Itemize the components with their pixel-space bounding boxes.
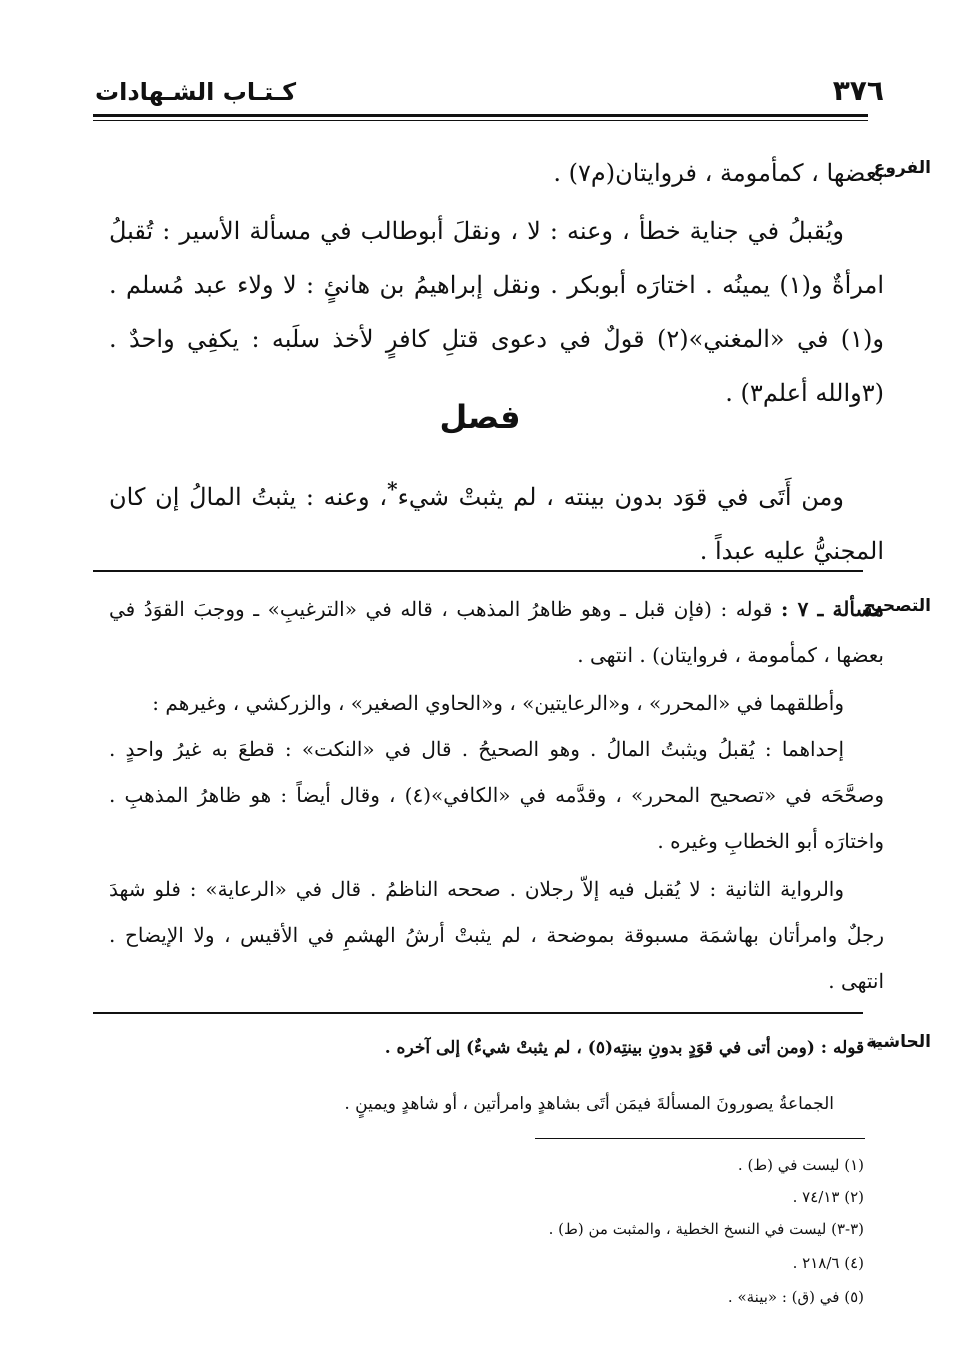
section-label-hashiya: الحاشية	[866, 1032, 931, 1052]
footnote-1: (١) ليست في (ط) .	[737, 1156, 864, 1174]
tashih-paragraph-3: إحداهما : يُقبلُ ويثبتُ المالُ . وهو الصحيحُ . قال في «النكت» : قطعَ به غيرُ واحدٍ . وصحَّحَه في «تصحيح المحرر» ، وقدَّمه في «الكافي»(٤) ، وقال أيضاً : هو ظاهرُ المذهبِ . واختارَه أبو الخطابِ وغيره .	[109, 737, 884, 853]
furu-first-line: بعضها ، كمأمومة ، فروايتان(م٧) .	[553, 159, 884, 187]
section-label-furu: الفروع	[873, 158, 931, 178]
footnote-rule	[535, 1138, 865, 1139]
page-number: ٣٧٦	[832, 74, 884, 107]
hashiya-line-2: الجماعةُ يصورونَ المسألةَ فيمَن أتَى بشاهدٍ وامرأتين ، أو شاهدٍ ويمينٍ .	[344, 1094, 834, 1114]
footnote-3: (٣-٣) ليست في النسخ الخطية ، والمثبت من (ط) .	[548, 1220, 864, 1238]
fasl-text-b: ، وعنه : يثبتُ المالُ إن كان المجنيُّ عليه عبداً .	[109, 483, 884, 565]
hashiya-marker: *	[387, 477, 398, 501]
header-rule-thin	[93, 120, 868, 121]
book-title: كـتـاب الشـهادات	[95, 78, 297, 106]
hashiya-line-1: * قوله : (ومن أتى في قوَدٍ بدونِ بينتِه(٥) ، لم يثبتْ شيءٌ) إلى آخره .	[384, 1038, 879, 1058]
section-heading-fasl: فصل	[439, 398, 521, 436]
footnote-4: (٤) ٢١٨/٦ .	[792, 1254, 864, 1272]
furu-paragraph: ويُقبلُ في جناية خطأ ، وعنه : لا ، ونقلَ أبوطالب في مسألة الأسير : تُقبلُ امرأةٌ و(١) يمينُه . اختارَه أبوبكر . ونقل إبراهيمُ بن هانئٍ : لا ولاء عبد مُسلم . و(١) في «المغني»(٢) قولٌ في دعوى قتلِ كافرٍ لأخذ سلَبه : يكفِي واحدٌ . (٣والله أعلم٣) .	[109, 217, 884, 407]
fasl-paragraph	[109, 462, 884, 578]
masala-text: قوله : (فإن قبل ـ وهو ظاهرُ المذهب ، قاله في «الترغيبِ» ـ ووجبَ القوَدُ في بعضها ، كمأمومة ، فروايتان) . انتهى .	[109, 597, 884, 667]
divider-hashiya	[93, 1012, 863, 1014]
tashih-paragraph-4: والرواية الثانية : لا يُقبل فيه إلاّ رجلان . صححه الناظمُ . قال في «الرعاية» : فلو شهدَ رجلٌ وامرأتان بهاشمَة مسبوقة بموضحة ، لم يثبتْ أرشُ الهشمِ في الأقيس ، ولا الإيضاح . انتهى .	[109, 877, 884, 993]
tashih-paragraph-2: وأطلقهما في «المحرر» ، و«الرعايتين» ، و«الحاوي الصغير» ، والزركشي ، وغيرهم :	[152, 691, 844, 715]
fasl-text-a: ومن أَتَى في قوَد بدون بينته ، لم يثبتْ شيء	[397, 483, 844, 511]
masala-label: مسألة ـ ٧ :	[781, 597, 884, 621]
footnote-5: (٥) في (ق) : «بينة» .	[727, 1288, 864, 1306]
divider-tashih	[93, 570, 863, 572]
header-rule-thick	[93, 114, 868, 117]
footnote-2: (٢) ٧٤/١٣ .	[792, 1188, 864, 1206]
section-label-tashih: التصحيح	[863, 596, 931, 616]
tashih-masala	[109, 586, 884, 678]
